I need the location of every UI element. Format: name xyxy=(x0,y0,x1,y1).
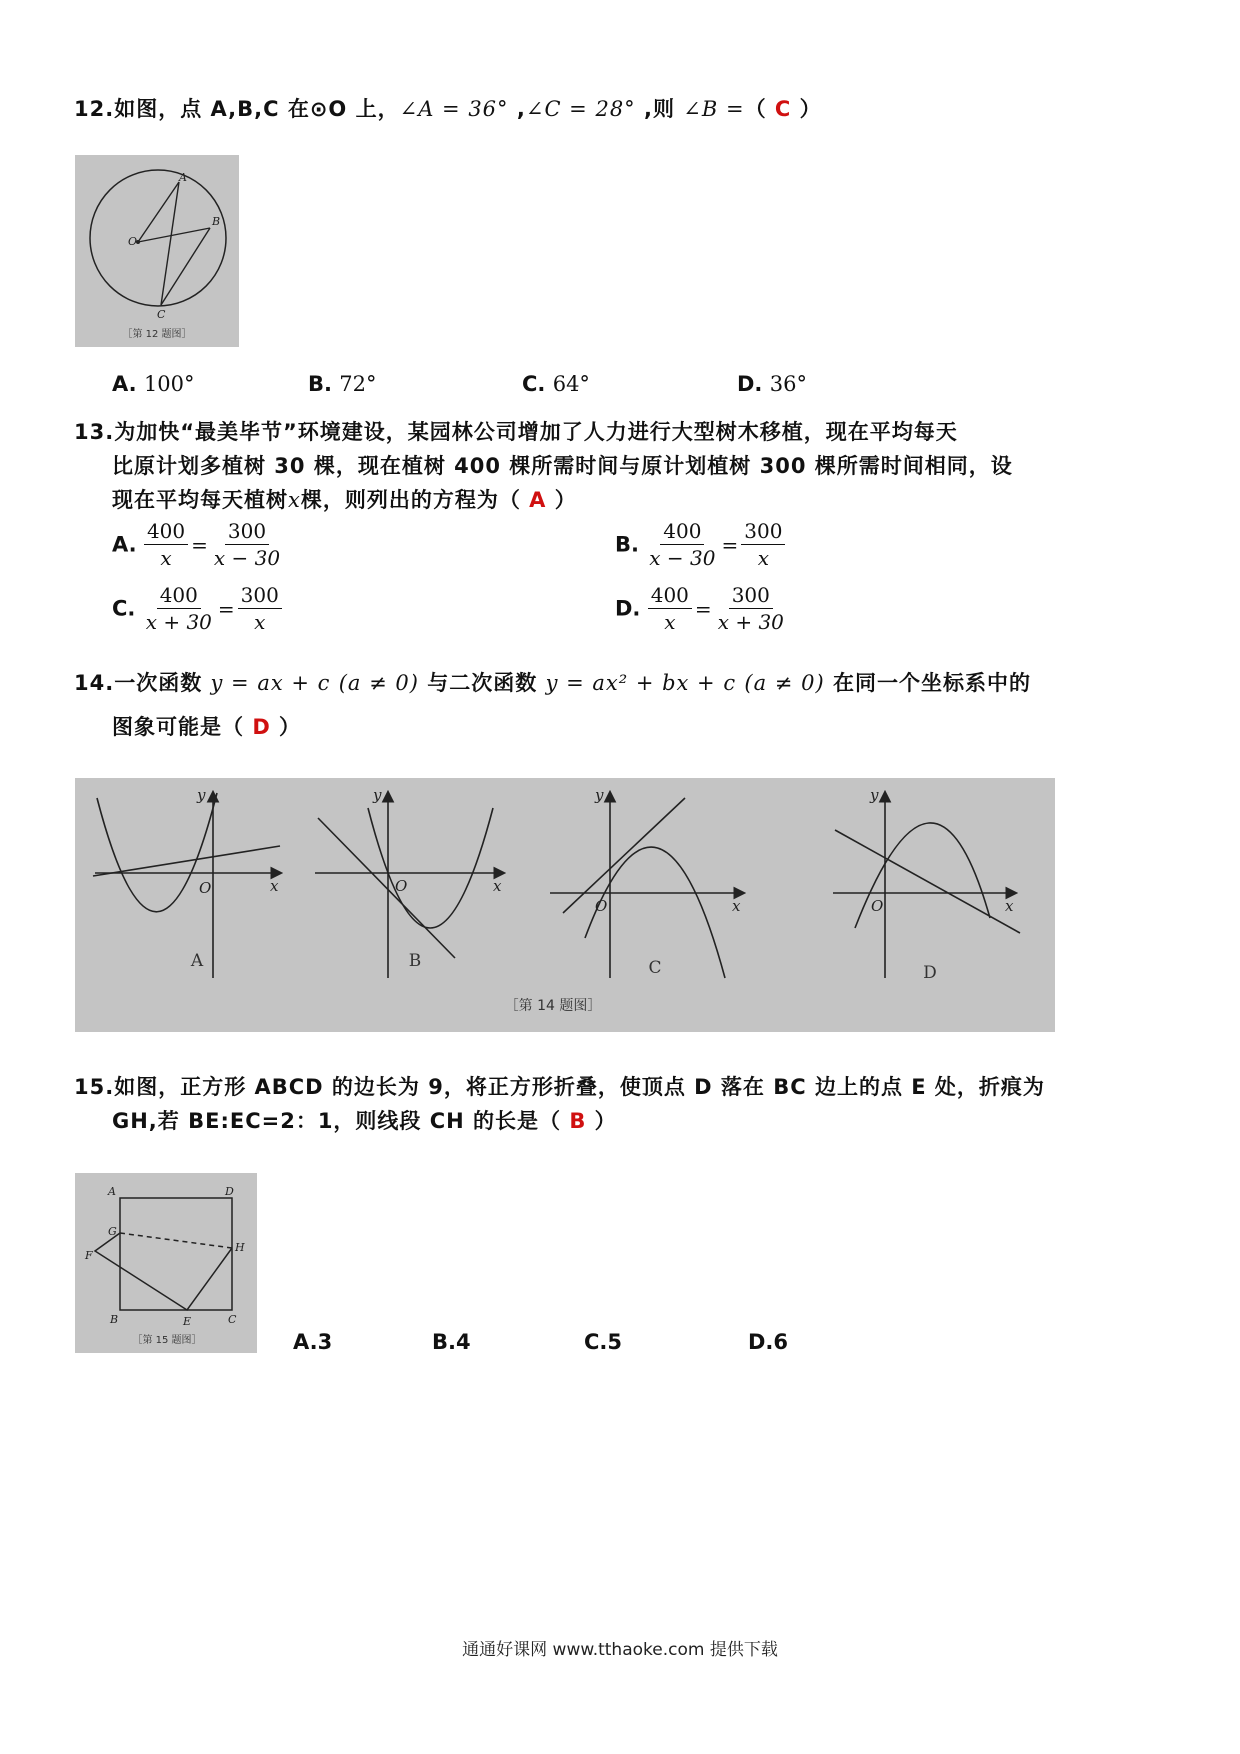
q13-option-b-letter: B. xyxy=(615,532,639,557)
fraction-numerator: 300 xyxy=(729,582,773,609)
q15-option-a: A.3 xyxy=(293,1330,333,1354)
q12-paren: （ xyxy=(744,97,775,121)
q15-line-1: 15.如图，正方形 ABCD 的边长为 9，将正方形折叠，使顶点 D 落在 BC 边上的点 E 处，折痕为 xyxy=(74,1075,1045,1099)
q12-option-b-value: 72° xyxy=(339,372,377,396)
q14-caption: ［第 14 题图］ xyxy=(504,998,602,1014)
q14-panel-b-x-label: x xyxy=(493,877,502,895)
footer: 通通好课网 www.tthaoke.com 提供下载 xyxy=(462,1640,778,1660)
q14-line-2 xyxy=(74,710,1184,744)
q14-panel-b-label: B xyxy=(408,951,422,971)
q14-line-1 xyxy=(74,666,1184,700)
q14-line-2-text: 图象可能是（ xyxy=(112,715,253,739)
fraction-denominator: x xyxy=(664,610,676,634)
q14-panel-a-label: A xyxy=(190,951,204,971)
fraction-denominator: x + 30 xyxy=(717,610,784,634)
q14-panel-d-label: D xyxy=(923,963,937,983)
equals-sign: = xyxy=(694,596,712,621)
q13-answer: A xyxy=(529,488,547,512)
fraction-numerator: 300 xyxy=(741,518,785,545)
q14-condition-2: (a ≠ 0) xyxy=(744,671,825,695)
q15-label-b: B xyxy=(110,1313,119,1326)
q15-caption: ［第 15 题图］ xyxy=(132,1335,202,1346)
q13-option-d xyxy=(615,582,787,635)
q13-option-d-right xyxy=(715,582,787,635)
fraction-denominator: x + 30 xyxy=(145,610,212,634)
q13-option-b xyxy=(615,518,785,571)
q12-figure xyxy=(75,155,239,347)
q12-caption: ［第 12 题图］ xyxy=(122,329,192,340)
fraction-denominator: x − 30 xyxy=(649,546,716,570)
fraction-numerator: 300 xyxy=(225,518,269,545)
q15-option-d: D.6 xyxy=(748,1330,789,1354)
q14-answer: D xyxy=(252,715,271,739)
q13-line-2: 比原计划多植树 30 棵，现在植树 400 棵所需时间与原计划植树 300 棵所需时间相同，设 xyxy=(112,454,1013,478)
q15-label-a: A xyxy=(108,1185,116,1198)
q12-angle-c: ∠C = 28° xyxy=(525,97,636,121)
q15-label-g: G xyxy=(108,1225,117,1238)
q13-line-1: 13.为加快“最美毕节”环境建设，某园林公司增加了人力进行大型树木移植，现在平均每天 xyxy=(74,420,958,444)
fraction-denominator: x xyxy=(254,610,266,634)
q12-angle-a: ∠A = 36° xyxy=(399,97,509,121)
q13-option-c-letter: C. xyxy=(112,596,136,621)
q15-answer: B xyxy=(569,1109,587,1133)
q13-option-b-right xyxy=(741,518,785,571)
q12-answer: C xyxy=(774,97,792,121)
q13-option-a-left xyxy=(144,518,188,571)
q13-option-c-left xyxy=(143,582,215,635)
q12-sep: , xyxy=(508,97,526,121)
q12-paren-close: ） xyxy=(791,97,822,121)
q15-line-2-text: GH,若 BE:EC=2：1，则线段 CH 的长是（ xyxy=(112,1109,570,1133)
q14-stem xyxy=(74,666,1184,744)
q14-panel-d-y-label: y xyxy=(870,786,879,804)
q13-option-a-right xyxy=(211,518,283,571)
q12-option-c xyxy=(522,372,590,396)
q15-option-c: C.5 xyxy=(584,1330,623,1354)
q13-var-x: x xyxy=(288,488,301,512)
q13-option-d-letter: D. xyxy=(615,596,641,621)
q14-panel-a-x-label: x xyxy=(270,877,279,895)
q13-option-c xyxy=(112,582,282,635)
q15-label-d: D xyxy=(225,1185,234,1198)
q15-option-b: B.4 xyxy=(432,1330,471,1354)
q13-paren-close: ） xyxy=(546,488,577,512)
q13-line-3-a: 现在平均每天植树 xyxy=(112,488,288,512)
q12-option-a-value: 100° xyxy=(143,372,195,396)
q14-condition-1: (a ≠ 0) xyxy=(338,671,419,695)
q12-stem xyxy=(74,92,822,126)
equals-sign: = xyxy=(217,596,235,621)
q14-text-b: 与二次函数 xyxy=(427,671,538,695)
q13-option-a-letter: A. xyxy=(112,532,137,557)
q14-panel-c-x-label: x xyxy=(732,897,741,915)
q14-panel-d-x-label: x xyxy=(1005,897,1014,915)
q12-text: 12.如图，点 A,B,C 在⊙O 上， xyxy=(74,97,400,121)
q15-label-f: F xyxy=(85,1249,93,1262)
q12-option-c-letter: C. xyxy=(522,372,546,396)
q12-option-d-letter: D. xyxy=(737,372,763,396)
fraction-numerator: 300 xyxy=(238,582,282,609)
q14-figure xyxy=(75,778,1055,1032)
q12-label-o: O xyxy=(128,235,138,248)
q15-stem xyxy=(74,1070,1184,1138)
q14-panel-c-label: C xyxy=(648,958,662,978)
fraction-numerator: 400 xyxy=(648,582,692,609)
q14-panel-c-origin: O xyxy=(595,897,608,915)
equals-sign: = xyxy=(721,532,739,557)
q13-line-3-b: 棵，则列出的方程为（ xyxy=(300,488,530,512)
q13-option-a xyxy=(112,518,283,571)
q12-option-a xyxy=(112,372,195,396)
q12-ze: ,则 xyxy=(635,97,684,121)
q12-label-a: A xyxy=(179,171,187,184)
q14-linear-function: y = ax + c xyxy=(210,671,331,695)
fraction-numerator: 400 xyxy=(660,518,704,545)
fraction-denominator: x xyxy=(160,546,172,570)
q14-panel-a-origin: O xyxy=(199,879,212,897)
q15-paren-close: ） xyxy=(586,1109,617,1133)
q12-option-a-letter: A. xyxy=(112,372,137,396)
q15-label-h: H xyxy=(235,1241,245,1254)
q15-label-c: C xyxy=(228,1313,237,1326)
q12-angle-b: ∠B = xyxy=(683,97,745,121)
q14-panel-d-origin: O xyxy=(871,897,884,915)
q13-stem xyxy=(74,415,1184,517)
q15-line-2 xyxy=(74,1104,1184,1138)
equals-sign: = xyxy=(191,532,208,557)
q14-text-a: 14.一次函数 xyxy=(74,671,203,695)
q14-quadratic-function: y = ax² + bx + c xyxy=(545,671,737,695)
q13-option-b-left xyxy=(646,518,718,571)
q14-panel-b-y-label: y xyxy=(373,786,382,804)
q14-panel-b-origin: O xyxy=(395,877,408,895)
q12-option-c-value: 64° xyxy=(552,372,590,396)
q13-option-d-left xyxy=(648,582,692,635)
q12-option-d-value: 36° xyxy=(769,372,807,396)
q12-option-d xyxy=(737,372,807,396)
q13-line-3 xyxy=(74,483,1184,517)
fraction-denominator: x xyxy=(757,546,769,570)
q13-option-c-right xyxy=(238,582,282,635)
q14-paren-close: ） xyxy=(270,715,302,739)
q12-label-c: C xyxy=(157,308,166,321)
fraction-denominator: x − 30 xyxy=(213,546,281,570)
q14-panel-a-y-label: y xyxy=(197,786,206,804)
q12-option-b xyxy=(308,372,377,396)
fraction-numerator: 400 xyxy=(144,518,188,545)
q14-panel-c-y-label: y xyxy=(595,786,604,804)
q12-option-b-letter: B. xyxy=(308,372,332,396)
q14-text-c: 在同一个坐标系中的 xyxy=(832,671,1031,695)
q15-figure xyxy=(75,1173,257,1353)
fraction-numerator: 400 xyxy=(157,582,201,609)
q12-label-b: B xyxy=(212,215,221,228)
q15-label-e: E xyxy=(183,1315,192,1328)
